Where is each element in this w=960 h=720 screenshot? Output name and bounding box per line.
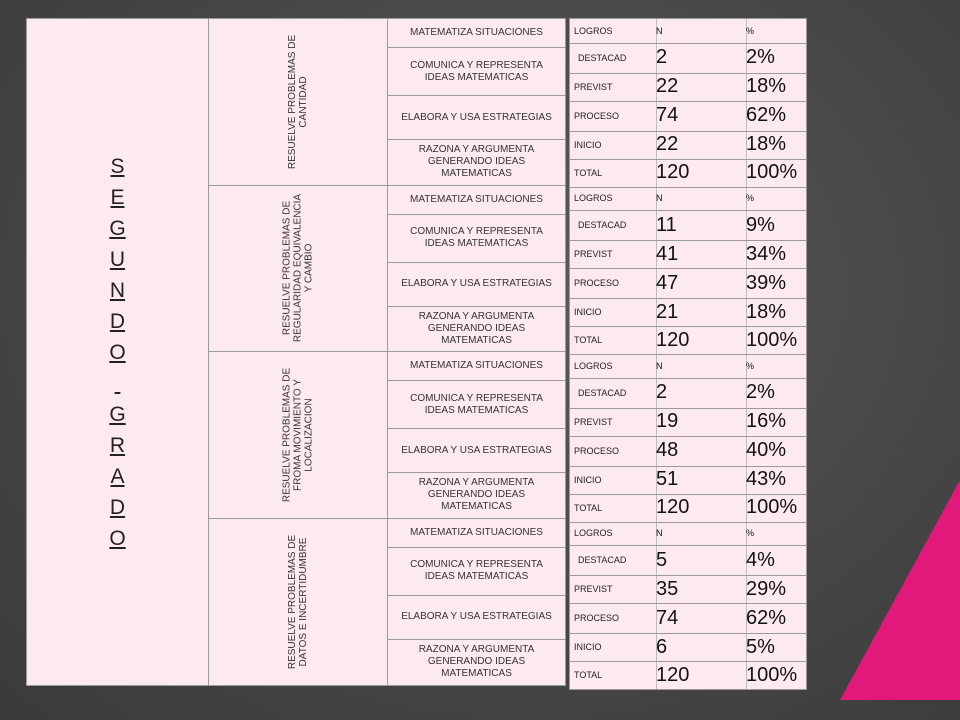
percent-cell: 100%	[746, 328, 798, 351]
logro-cell: PROCESO	[574, 278, 620, 288]
logro-cell: LOGROS	[574, 25, 613, 36]
grade-letter: A	[110, 464, 125, 488]
results-row	[570, 210, 806, 241]
logro-cell: PROCESO	[574, 445, 620, 456]
count-cell: 74	[656, 606, 679, 629]
results-row	[570, 73, 806, 102]
capacity-cell: MATEMATIZA SITUACIONES	[388, 19, 565, 48]
results-row	[570, 326, 806, 355]
percent-cell: 34%	[746, 242, 787, 265]
results-row	[570, 298, 806, 327]
competency-label: RESUELVE PROBLEMAS DE FROMA MOVIMIENTO Y LOCALIZACION	[281, 367, 314, 502]
capacity-cell: COMUNICA Y REPRESENTA IDEAS MATEMATICAS	[388, 215, 565, 263]
results-header-row	[570, 187, 806, 212]
logro-cell: LOGROS	[574, 360, 613, 371]
results-row	[570, 575, 806, 604]
grade-letter: U	[109, 247, 126, 271]
logro-cell: INICIO	[574, 307, 602, 317]
percent-cell: 40%	[746, 439, 787, 461]
grade-letter: G	[109, 216, 126, 240]
count-cell: 120	[656, 328, 690, 351]
results-row	[570, 268, 806, 299]
logro-cell: PREVIST	[574, 81, 613, 92]
logro-cell: LOGROS	[574, 193, 613, 204]
logro-cell: PREVIST	[574, 416, 613, 427]
competency-label: RESUELVE PROBLEMAS DE REGULARIDAD EQUIVALENCIA Y CAMBIO	[281, 194, 314, 343]
results-row	[570, 131, 806, 160]
count-cell: 21	[656, 300, 679, 323]
decorative-accent-triangle	[840, 480, 960, 700]
results-header-row	[570, 19, 806, 44]
grade-letter: S	[110, 154, 125, 178]
logro-cell: TOTAL	[574, 502, 603, 513]
percent-cell: 100%	[746, 161, 798, 183]
capacity-cell: MATEMATIZA SITUACIONES	[388, 186, 565, 215]
results-header-row	[570, 354, 806, 379]
results-row	[570, 545, 806, 576]
logro-cell: PREVIST	[574, 249, 613, 259]
grade-column	[27, 19, 209, 685]
results-row	[570, 159, 806, 188]
percent-cell: 43%	[746, 468, 787, 490]
capacity-cell: ELABORA Y USA ESTRATEGIAS	[388, 596, 565, 640]
logro-cell: DESTACAD	[578, 52, 627, 63]
logro-cell: LOGROS	[574, 528, 613, 539]
capacity-cell: ELABORA Y USA ESTRATEGIAS	[388, 429, 565, 473]
count-cell: 22	[656, 75, 679, 97]
logro-cell: PROCESO	[574, 110, 620, 121]
logro-cell: PREVIST	[574, 584, 613, 594]
count-cell: N	[656, 25, 663, 36]
count-cell: 48	[656, 439, 679, 461]
percent-cell: %	[746, 193, 755, 204]
capacity-cell: MATEMATIZA SITUACIONES	[388, 352, 565, 381]
results-row	[570, 603, 806, 634]
capacity-cell: COMUNICA Y REPRESENTA IDEAS MATEMATICAS	[388, 48, 565, 96]
competency-cell	[208, 186, 388, 353]
count-cell: 2	[656, 46, 668, 68]
count-cell: 6	[656, 635, 668, 658]
competency-label: RESUELVE PROBLEMAS DE CANTIDAD	[286, 34, 309, 169]
competency-column	[208, 19, 388, 685]
results-row	[570, 43, 806, 74]
count-cell: 19	[656, 410, 679, 432]
grade-letter: N	[109, 278, 126, 302]
capacity-cell: RAZONA Y ARGUMENTA GENERANDO IDEAS MATEMATICAS	[388, 140, 565, 186]
capacity-cell: COMUNICA Y REPRESENTA IDEAS MATEMATICAS	[388, 381, 565, 429]
results-row	[570, 633, 806, 662]
percent-cell: %	[746, 360, 755, 371]
competencies-table	[26, 18, 566, 686]
percent-cell: 100%	[746, 496, 798, 518]
logro-cell: INICIO	[574, 642, 602, 652]
percent-cell: %	[746, 528, 755, 539]
logro-cell: DESTACAD	[578, 555, 627, 565]
results-row	[570, 661, 806, 690]
results-row	[570, 378, 806, 409]
count-cell: 120	[656, 663, 690, 686]
count-cell: 35	[656, 577, 679, 600]
count-cell: 22	[656, 133, 679, 155]
logro-cell: PROCESO	[574, 613, 620, 623]
count-cell: 120	[656, 161, 690, 183]
percent-cell: 62%	[746, 104, 787, 126]
results-row	[570, 494, 806, 523]
capacity-cell: RAZONA Y ARGUMENTA GENERANDO IDEAS MATEMATICAS	[418, 644, 535, 680]
percent-cell: 100%	[746, 663, 798, 686]
grade-letter	[115, 372, 121, 395]
logro-cell: DESTACAD	[578, 220, 627, 230]
count-cell: 41	[656, 242, 679, 265]
capacity-cell: RAZONA Y ARGUMENTA GENERANDO IDEAS MATEMATICAS	[388, 307, 565, 353]
grade-letter: O	[109, 340, 126, 364]
count-cell: 74	[656, 104, 679, 126]
capacity-cell: COMUNICA Y REPRESENTA IDEAS MATEMATICAS	[388, 548, 565, 596]
grade-letter: G	[109, 402, 126, 426]
capacity-cell: MATEMATIZA SITUACIONES	[388, 519, 565, 548]
capacity-cell: ELABORA Y USA ESTRATEGIAS	[388, 263, 565, 307]
grade-letter: D	[109, 309, 126, 333]
percent-cell: 2%	[746, 46, 775, 68]
capacity-cell: RAZONA Y ARGUMENTA GENERANDO IDEAS MATEMATICAS	[388, 473, 565, 519]
grade-letter: R	[109, 433, 126, 457]
results-row	[570, 101, 806, 132]
percent-cell: 18%	[746, 300, 787, 323]
logro-cell: DESTACAD	[578, 387, 627, 398]
results-row	[570, 408, 806, 437]
logro-cell: INICIO	[574, 474, 602, 485]
logro-cell: TOTAL	[574, 670, 603, 680]
count-cell: N	[656, 528, 663, 539]
results-header-row	[570, 522, 806, 547]
competency-cell	[208, 519, 388, 686]
percent-cell: 16%	[746, 410, 787, 432]
percent-cell: 39%	[746, 271, 787, 294]
percent-cell: %	[746, 25, 755, 36]
percent-cell: 4%	[746, 548, 775, 571]
count-cell: 120	[656, 496, 690, 518]
capacity-column	[388, 19, 565, 685]
count-cell: N	[656, 193, 663, 204]
logro-cell: TOTAL	[574, 167, 603, 178]
count-cell: 51	[656, 468, 679, 490]
grade-letter: O	[109, 526, 126, 550]
percent-cell: 5%	[746, 635, 775, 658]
grade-label	[109, 151, 125, 554]
count-cell: 2	[656, 381, 668, 403]
logro-cell: TOTAL	[574, 335, 603, 345]
results-row	[570, 466, 806, 495]
logro-cell: INICIO	[574, 139, 602, 150]
percent-cell: 62%	[746, 606, 787, 629]
results-row	[570, 240, 806, 269]
count-cell: 11	[656, 213, 677, 236]
competency-label: RESUELVE PROBLEMAS DE DATOS E INCERTIDUMBRE	[286, 534, 309, 669]
percent-cell: 29%	[746, 577, 787, 600]
count-cell: 47	[656, 271, 679, 294]
grade-letter: E	[110, 185, 125, 209]
results-table	[569, 18, 807, 690]
percent-cell: 18%	[746, 133, 787, 155]
competency-cell	[208, 19, 388, 186]
percent-cell: 18%	[746, 75, 787, 97]
count-cell: 5	[656, 548, 668, 571]
competency-cell	[208, 352, 388, 519]
results-row	[570, 436, 806, 467]
percent-cell: 2%	[746, 381, 775, 403]
percent-cell: 9%	[746, 213, 775, 236]
grade-letter: D	[109, 495, 126, 519]
count-cell: N	[656, 360, 663, 371]
capacity-cell: ELABORA Y USA ESTRATEGIAS	[388, 96, 565, 140]
